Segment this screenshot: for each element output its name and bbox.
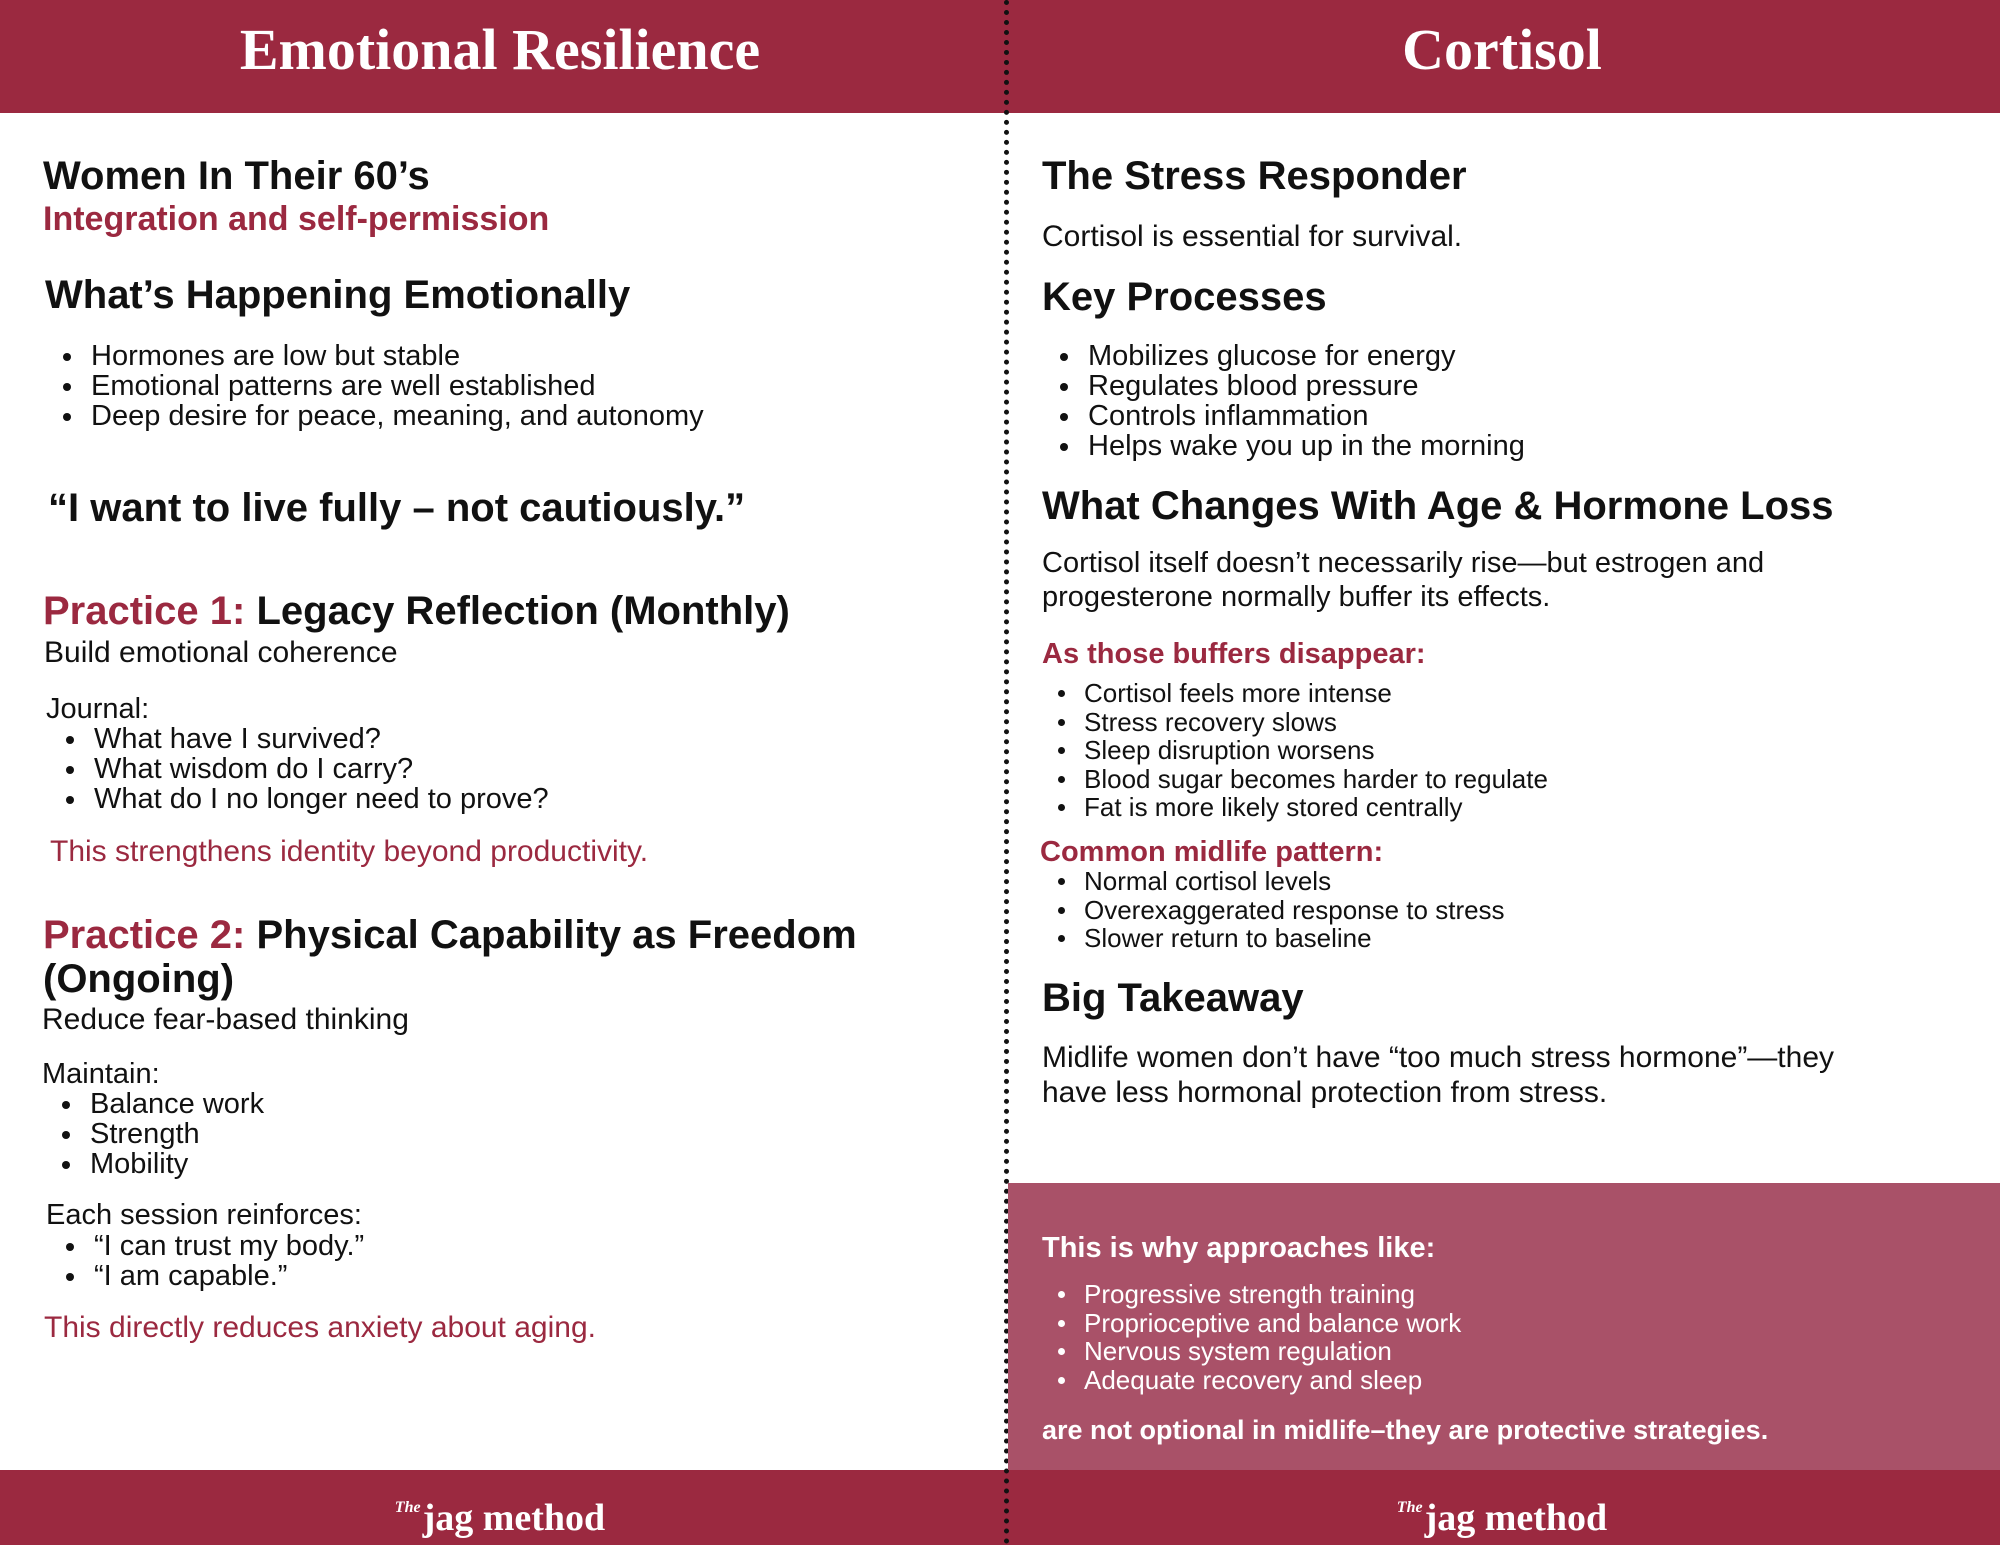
practice2-label: Practice 2: xyxy=(43,913,246,957)
list-item: Overexaggerated response to stress xyxy=(1042,896,1962,925)
list-item: What have I survived? xyxy=(48,724,948,754)
logo-name: jag method xyxy=(422,1497,606,1539)
practice2-title-line2: (Ongoing) xyxy=(43,957,235,1001)
list-item: Mobility xyxy=(44,1149,944,1179)
pattern-title: Common midlife pattern: xyxy=(1040,836,1384,868)
callout-list xyxy=(1042,1280,1962,1394)
right-heading: The Stress Responder xyxy=(1042,154,1467,198)
list-item: Strength xyxy=(44,1119,944,1149)
happening-list xyxy=(45,341,945,431)
list-item: Regulates blood pressure xyxy=(1042,371,1962,401)
practice1-list xyxy=(48,724,948,814)
list-item: Stress recovery slows xyxy=(1042,708,1962,737)
processes-list xyxy=(1042,341,1962,461)
happening-title: What’s Happening Emotionally xyxy=(45,273,631,317)
processes-title: Key Processes xyxy=(1042,275,1327,319)
callout-closing: are not optional in midlife–they are protective strategies. xyxy=(1042,1415,1769,1445)
list-item: Progressive strength training xyxy=(1042,1280,1962,1309)
takeaway-line1: Midlife women don’t have “too much stress hormone”—they xyxy=(1042,1041,1835,1074)
right-footer-logo xyxy=(1004,1470,2000,1545)
list-item: “I am capable.” xyxy=(48,1261,948,1291)
buffers-title: As those buffers disappear: xyxy=(1042,638,1426,670)
quote: “I want to live fully – not cautiously.” xyxy=(48,486,746,530)
logo-name: jag method xyxy=(1424,1497,1608,1539)
practice1-heading xyxy=(43,589,790,634)
list-item: Emotional patterns are well established xyxy=(45,371,945,401)
practice1-label: Practice 1: xyxy=(43,589,246,633)
changes-text xyxy=(1042,546,1764,614)
list-item: Normal cortisol levels xyxy=(1042,867,1962,896)
right-header-title: Cortisol xyxy=(1402,17,1602,82)
practice1-title: Legacy Reflection (Monthly) xyxy=(256,589,790,633)
left-footer-logo xyxy=(0,1470,1000,1545)
logo-prefix: The xyxy=(394,1499,421,1516)
practice2-list xyxy=(44,1089,944,1179)
changes-text-line1: Cortisol itself doesn’t necessarily rise—but estrogen and xyxy=(1042,547,1765,579)
takeaway-text xyxy=(1042,1040,1834,1110)
takeaway-line2: have less hormonal protection from stress. xyxy=(1042,1076,1608,1109)
changes-title: What Changes With Age & Hormone Loss xyxy=(1042,484,1834,528)
list-item: Nervous system regulation xyxy=(1042,1337,1962,1366)
list-item: Balance work xyxy=(44,1089,944,1119)
list-item: Sleep disruption worsens xyxy=(1042,736,1962,765)
changes-text-line2: progesterone normally buffer its effects. xyxy=(1042,581,1551,613)
list-item: Hormones are low but stable xyxy=(45,341,945,371)
practice2-intro: Maintain: xyxy=(42,1058,160,1090)
practice1-note: This strengthens identity beyond productivity. xyxy=(50,835,649,868)
list-item: Fat is more likely stored centrally xyxy=(1042,793,1962,822)
list-item: Mobilizes glucose for energy xyxy=(1042,341,1962,371)
left-heading: Women In Their 60’s xyxy=(43,154,430,198)
practice2-note: This directly reduces anxiety about aging. xyxy=(44,1311,596,1344)
practice2-intro2: Each session reinforces: xyxy=(46,1199,362,1231)
list-item: Proprioceptive and balance work xyxy=(1042,1309,1962,1338)
list-item: Slower return to baseline xyxy=(1042,924,1962,953)
practice2-title: Physical Capability as Freedom xyxy=(256,913,857,957)
callout-box xyxy=(1008,1183,2000,1470)
practice2-goal: Reduce fear-based thinking xyxy=(42,1003,409,1036)
left-subheading: Integration and self-permission xyxy=(43,200,550,238)
left-header-title: Emotional Resilience xyxy=(239,17,761,82)
list-item: “I can trust my body.” xyxy=(48,1231,948,1261)
list-item: Controls inflammation xyxy=(1042,401,1962,431)
right-intro: Cortisol is essential for survival. xyxy=(1042,220,1463,253)
list-item: Blood sugar becomes harder to regulate xyxy=(1042,765,1962,794)
list-item: What do I no longer need to prove? xyxy=(48,784,948,814)
practice1-goal: Build emotional coherence xyxy=(44,636,398,669)
takeaway-title: Big Takeaway xyxy=(1042,976,1304,1020)
logo-prefix: The xyxy=(1396,1499,1423,1516)
list-item: Cortisol feels more intense xyxy=(1042,679,1962,708)
practice2-list2 xyxy=(48,1231,948,1291)
pattern-list xyxy=(1042,867,1962,953)
practice1-intro: Journal: xyxy=(46,693,150,725)
list-item: Deep desire for peace, meaning, and autonomy xyxy=(45,401,945,431)
list-item: What wisdom do I carry? xyxy=(48,754,948,784)
list-item: Adequate recovery and sleep xyxy=(1042,1366,1962,1395)
callout-title: This is why approaches like: xyxy=(1042,1232,1436,1264)
buffers-list xyxy=(1042,679,1962,822)
list-item: Helps wake you up in the morning xyxy=(1042,431,1962,461)
practice2-heading xyxy=(43,913,983,1001)
